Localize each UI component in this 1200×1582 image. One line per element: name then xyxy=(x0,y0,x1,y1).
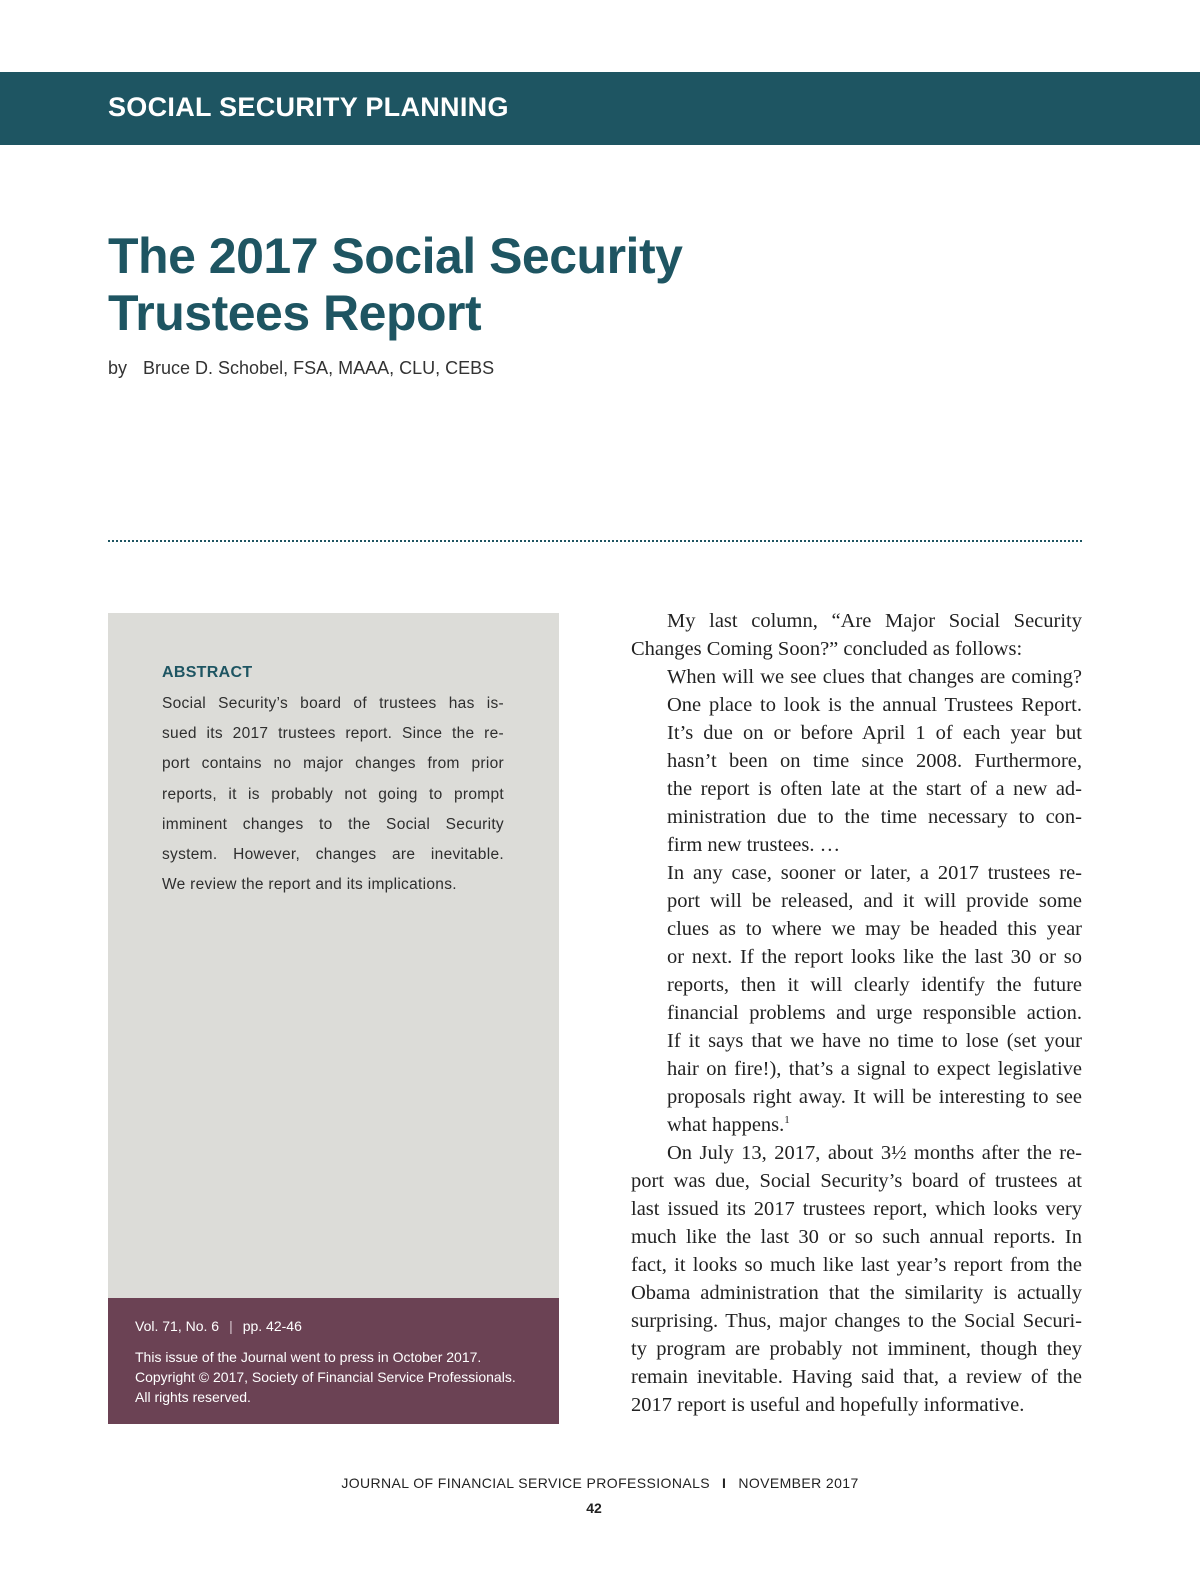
body-line: ty program are probably not imminent, though they xyxy=(631,1338,1082,1360)
quote-line: If it says that we have no time to lose (set your xyxy=(667,1030,1082,1052)
quote-line: firm new trustees. … xyxy=(667,834,841,856)
section-label: SOCIAL SECURITY PLANNING xyxy=(108,92,509,122)
quote-line: One place to look is the annual Trustees Report. xyxy=(667,694,1082,716)
abstract-line: We review the report and its implications. xyxy=(162,876,457,894)
volume-line xyxy=(135,1318,302,1334)
quote-line-text: what happens. xyxy=(667,1114,785,1136)
footnote-marker: 1 xyxy=(784,1114,790,1127)
publication-note-line: This issue of the Journal went to press in October 2017. xyxy=(135,1349,482,1365)
article-title xyxy=(108,228,808,342)
article-title-line: Trustees Report xyxy=(108,285,482,341)
issue-date: NOVEMBER 2017 xyxy=(738,1475,859,1491)
article-body xyxy=(631,607,1082,1419)
volume-separator: | xyxy=(229,1318,233,1334)
journal-name: JOURNAL OF FINANCIAL SERVICE PROFESSIONALS xyxy=(341,1475,711,1491)
body-line: fact, it looks so much like last year’s report from the xyxy=(631,1254,1082,1276)
body-line: Obama administration that the similarity is actually xyxy=(631,1282,1082,1304)
publication-note xyxy=(135,1347,545,1407)
quote-line: port will be released, and it will provide some xyxy=(667,890,1082,912)
abstract-line: system. However, changes are inevitable. xyxy=(162,846,504,864)
abstract-line: port contains no major changes from prior xyxy=(162,755,504,773)
quote-line: clues as to where we may be headed this year xyxy=(667,918,1082,940)
abstract-heading: ABSTRACT xyxy=(162,664,253,681)
author-name: Bruce D. Schobel, FSA, MAAA, CLU, CEBS xyxy=(143,358,495,378)
quote-line: or next. If the report looks like the last 30 or so xyxy=(667,946,1082,968)
quote-line: hasn’t been on time since 2008. Furthermore, xyxy=(667,750,1082,772)
body-line: remain inevitable. Having said that, a review of the xyxy=(631,1366,1082,1388)
quote-line: the report is often late at the start of a new ad- xyxy=(667,778,1082,800)
quote-line: proposals right away. It will be interesting to see xyxy=(667,1086,1082,1108)
byline xyxy=(108,358,494,379)
article-title-line: The 2017 Social Security xyxy=(108,228,683,284)
body-line: surprising. Thus, major changes to the Social Securi- xyxy=(631,1310,1082,1332)
quote-line: financial problems and urge responsible action. xyxy=(667,1002,1082,1024)
footer-separator: I xyxy=(722,1475,727,1491)
body-line: last issued its 2017 trustees report, which looks very xyxy=(631,1198,1082,1220)
abstract-line: sued its 2017 trustees report. Since the re- xyxy=(162,725,504,743)
body-line: On July 13, 2017, about 3½ months after the re- xyxy=(667,1142,1082,1164)
page-number: 42 xyxy=(586,1500,602,1516)
abstract-line: imminent changes to the Social Security xyxy=(162,815,504,833)
body-line: much like the last 30 or so such annual reports. In xyxy=(631,1226,1082,1248)
quote-line: In any case, sooner or later, a 2017 trustees re- xyxy=(667,862,1082,884)
byline-prefix: by xyxy=(108,358,128,378)
body-line: My last column, “Are Major Social Security xyxy=(667,610,1082,632)
body-line: 2017 report is useful and hopefully informative. xyxy=(631,1394,1025,1416)
publication-note-line: All rights reserved. xyxy=(135,1389,251,1405)
quote-last-line xyxy=(631,1111,1082,1139)
publication-note-line: Copyright © 2017, Society of Financial Service Professionals. xyxy=(135,1369,516,1385)
abstract-line: reports, it is probably not going to prompt xyxy=(162,785,504,803)
body-line: port was due, Social Security’s board of trustees at xyxy=(631,1170,1082,1192)
quote-line: ministration due to the time necessary to con- xyxy=(667,806,1082,828)
quote-line: hair on fire!), that’s a signal to expect legislative xyxy=(667,1058,1082,1080)
quote-line: When will we see clues that changes are coming? xyxy=(667,666,1082,688)
page-footer xyxy=(0,1475,1200,1491)
quote-line: reports, then it will clearly identify the future xyxy=(667,974,1082,996)
dotted-divider xyxy=(108,540,1082,542)
page-range: pp. 42-46 xyxy=(242,1318,302,1334)
abstract-text xyxy=(162,689,504,900)
quote-line: It’s due on or before April 1 of each year but xyxy=(667,722,1082,744)
volume: Vol. 71, No. 6 xyxy=(135,1318,220,1334)
abstract-line: Social Security’s board of trustees has is- xyxy=(162,695,504,712)
body-line: Changes Coming Soon?” concluded as follows: xyxy=(631,638,1023,660)
